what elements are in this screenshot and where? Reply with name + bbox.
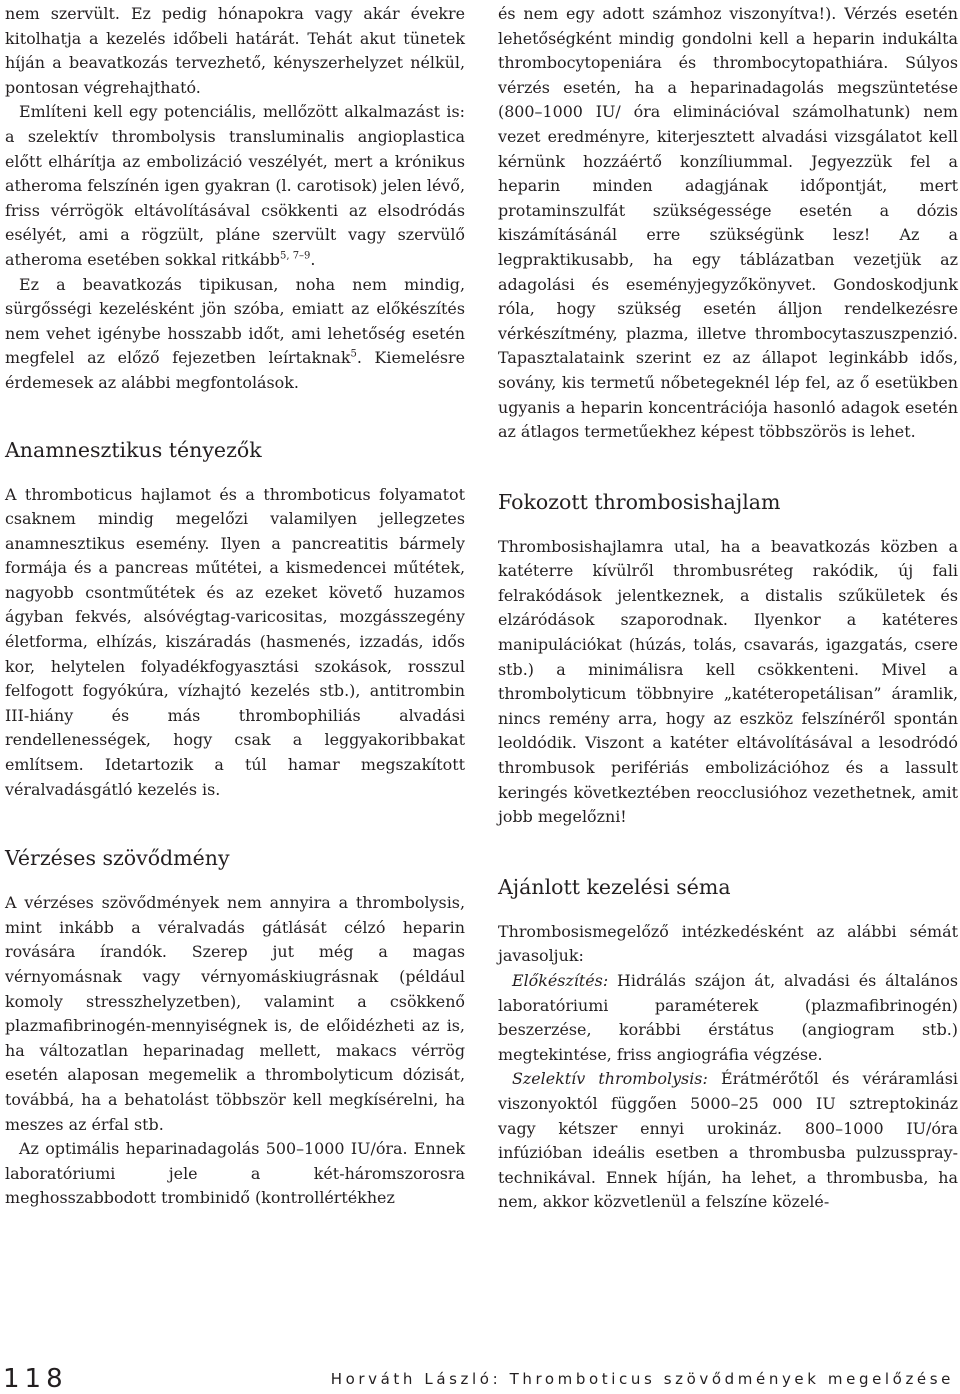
- page-footer: [0, 1364, 960, 1394]
- left-column: [5, 2, 465, 1211]
- paragraph-continued: nem szervült. Ez pedig hónapokra vagy akár évekre kitolhatja a kezelés időbeli határát. Tehát akut tünetek híján a beavatkozás tervezhető, kényszerhelyzet nélkül, pontosan végrehajtható.: [5, 4, 465, 97]
- heading-increased-thrombosis: Fokozott thrombosishajlam: [498, 489, 781, 514]
- paragraph-potential-application: [5, 100, 465, 272]
- selective-thrombolysis-text: Érátmérőtől és véráramlási viszonyoktól függően 5000–25 000 IU sztreptokináz vagy kétszer ennyi urokináz. 800–1000 IU/óra infúzióban ideális esetben a thrombusba pulzusspray-technikával. Ennek híján, ha lehet, a thrombusba, ha nem, akkor közvetlenül a felszíne közelé-: [498, 1069, 958, 1212]
- citation: 5: [350, 349, 357, 361]
- paragraph-bleeding: A vérzéses szövődmények nem annyira a thrombolysis, mint inkább a véralvadás gátlását célzó heparin rovására írandók. Szerep jut még a magas vérnyomásnak vagy vérnyomáskiugrásnak (például komoly stresszhelyzetben), valamint a csökkenő plazmafibrinogén-mennyiségnek is, de előidézheti az is, ha változatlan heparinadag mellett, makacs vérrög esetén alaposan megemelik a thrombolyticum dózisát, továbbá, ha a behatolást többször kell megkísérelni, ha meszes az érfal stb.: [5, 893, 465, 1134]
- paragraph-text-end: .: [310, 249, 316, 269]
- page-number: 118: [3, 1364, 68, 1394]
- paragraph-increased-thrombosis: Thrombosishajlamra utal, ha a beavatkozás közben a katéterre kívülről thrombusréteg rakódik, új fali felrakódások jelentkeznek, a distalis szűkületek és elzáródások szaporodnak. Ilyenkor a katéteres manipulációkat (húzás, tolás, csavarás, igazgatás, csere stb.) a minimálisra kell csökkenteni. Mivel a thrombolyticum többnyire „katéteropetálisan” áramlik, nincs remény arra, hogy az eszköz felszínéről spontán leoldódik. Viszont a katéter eltávolításával a lesodródó thrombusok perifériás embolizációhoz és a lassult keringés következtében reocclusióhoz vezethetnek, amit jobb megelőzni!: [498, 536, 958, 827]
- paragraph-preparation: [498, 969, 958, 1067]
- right-column: [498, 2, 958, 1215]
- preparation-text: Hidrálás szájon át, alvadási és általános laboratóriumi paraméterek (plazmafibrinogén) beszerzése, korábbi érstátus (angiogram stb.) megtekintése, friss angiográfia végzése.: [498, 971, 958, 1064]
- paragraph-urgent-intervention: [5, 273, 465, 396]
- paragraph-text: Említeni kell egy potenciális, mellőzött alkalmazást is: a szelektív thrombolysis transluminalis angioplastica előtt elhárítja az embolizáció veszélyét, mert a krónikus atheroma felszínén igen gyakran (l. carotisok) jelen lévő, friss vérrögök eltávolításával csökkenti az elsodródás esélyét, ami a rögzült, pláne szervült vagy szervülő atheroma esetében sokkal ritkább: [5, 102, 465, 269]
- paragraph-selective-thrombolysis: [498, 1067, 958, 1215]
- paragraph-scheme-intro: Thrombosismegelőző intézkedésként az alábbi sémát javasoljuk:: [498, 921, 958, 966]
- paragraph-bleeding-continued: és nem egy adott számhoz viszonyítva!). Vérzés esetén lehetőségként mindig gondolni kell a heparin indukálta thrombocytopeniára és thrombocytopathiára. Súlyos vérzés esetén, ha a heparinadagolás megszüntetése (800–1000 IU/ óra eliminációval számolhatunk) nem vezet eredményre, kiterjesztett alvadási vizsgálatot kell kérnünk hozzáértő konzíliummal. Jegyezzük fel a heparin minden adagjának időpontját, mert protaminszulfát szükségessége esetén a dózis kiszámításánál erre szükségünk lesz! Az a legpraktikusabb, ha egy táblázatban vezetjük az adagolási és eseményjegyzőkönyvet. Gondoskodjunk róla, hogy szükség esetén álljon rendelkezésre vérkészítmény, plazma, illetve thrombocytaszuszpenzió. Tapasztalataink szerint ez az állapot leginkább idős, sovány, kis termetű nőbetegeknél lép fel, az ő esetükben ugyanis a heparin koncentrációja hasonló adagok esetén az átlagos termetűekhez képest többszörös is lehet.: [498, 4, 958, 442]
- paragraph-heparin-dosing: Az optimális heparinadagolás 500–1000 IU/óra. Ennek laboratóriumi jele a két-háromszorosra meghosszabbodott trombinidő (kontrollértékhez: [5, 1139, 465, 1208]
- heading-recommended-scheme: Ajánlott kezelési séma: [498, 874, 731, 899]
- paragraph-anamnestic: A thromboticus hajlamot és a thromboticus folyamatot csaknem mindig megelőzi valamilyen jellegzetes anamnesztikus esemény. Ilyen a pancreatitis bármely formája és a pancreas műtétei, a kismedencei műtétek, nagyobb csontműtétek és az ezeket követő huzamos ágyban fekvés, alsóvégtag-varicositas, mozgásszegény életforma, elhízás, kiszáradás (hasmenés, izzadás, idős kor, helytelen folyadékfogyasztási szokások, rosszul felfogott fogyókúra, vízhajtó kezelés stb.), antitrombin III-hiány és más thrombophiliás alvadási rendellenességek, hogy csak a leggyakoribbakat említsem. Idetartozik a túl hamar megszakított véralvadásgátló kezelés is.: [5, 484, 465, 799]
- citation: 5, 7–9: [279, 250, 311, 262]
- label-selective-thrombolysis: Szelektív thrombolysis:: [512, 1069, 708, 1089]
- heading-bleeding-complication: Vérzéses szövődmény: [5, 846, 230, 871]
- paragraph-text-end: . Kiemelésre érdemesek az alábbi megfontolások.: [5, 348, 466, 392]
- label-preparation: Előkészítés:: [512, 971, 609, 990]
- running-title: Horváth László: Thromboticus szövődmények megelőzése: [330, 1370, 954, 1388]
- paragraph-text: Ez a beavatkozás tipikusan, noha nem mindig, sürgősségi kezelésként jön szóba, emiatt az előkészítés nem vehet igénybe hosszabb időt, ami lehetőség esetén megfelel az előző fejezetben leírtaknak: [5, 274, 465, 368]
- heading-anamnestic-factors: Anamnesztikus tényezők: [5, 437, 262, 462]
